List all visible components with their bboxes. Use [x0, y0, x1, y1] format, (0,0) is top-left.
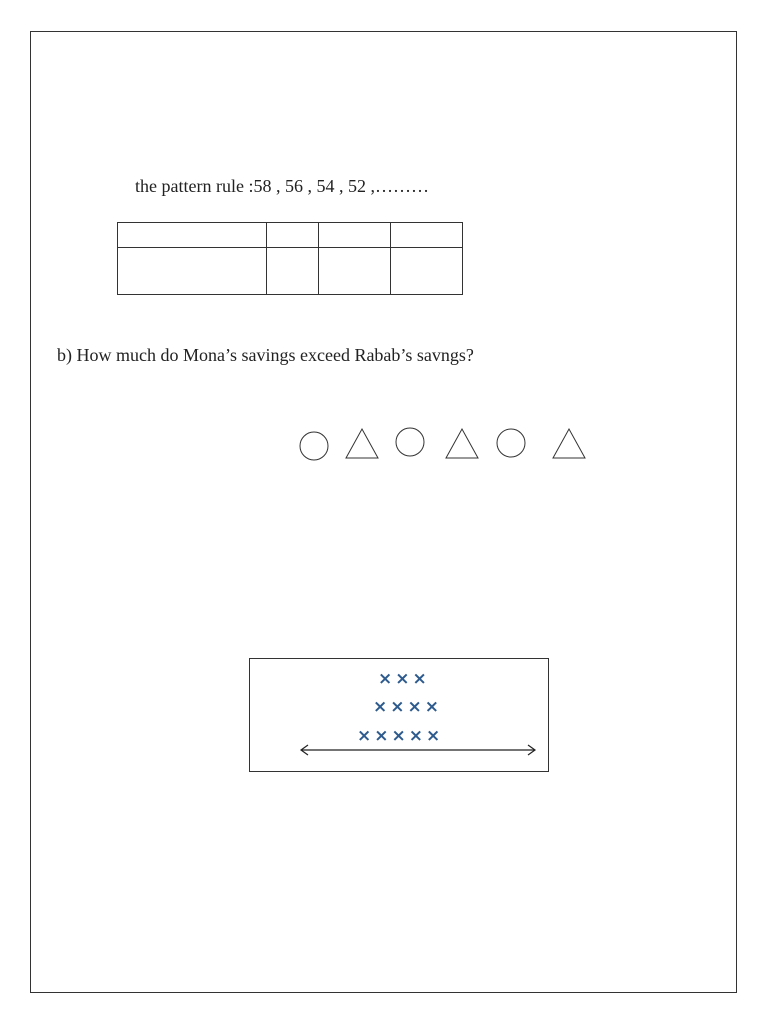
circle-icon: [300, 432, 328, 460]
circle-icon: [497, 429, 525, 457]
cross-row: ×××××: [357, 726, 444, 746]
cross-row: ××××: [373, 697, 442, 717]
circle-icon: [396, 428, 424, 456]
question-b-text: b) How much do Mona’s savings exceed Rabab’s savngs?: [57, 345, 474, 365]
double-arrow-line: [250, 659, 550, 773]
triangle-icon: [446, 429, 478, 458]
cross-plot-box: [249, 658, 549, 772]
cross-row: ×××: [378, 669, 430, 689]
triangle-icon: [346, 429, 378, 458]
pattern-rule-text: the pattern rule :58 , 56 , 54 , 52 ,………: [135, 176, 429, 196]
triangle-icon: [553, 429, 585, 458]
